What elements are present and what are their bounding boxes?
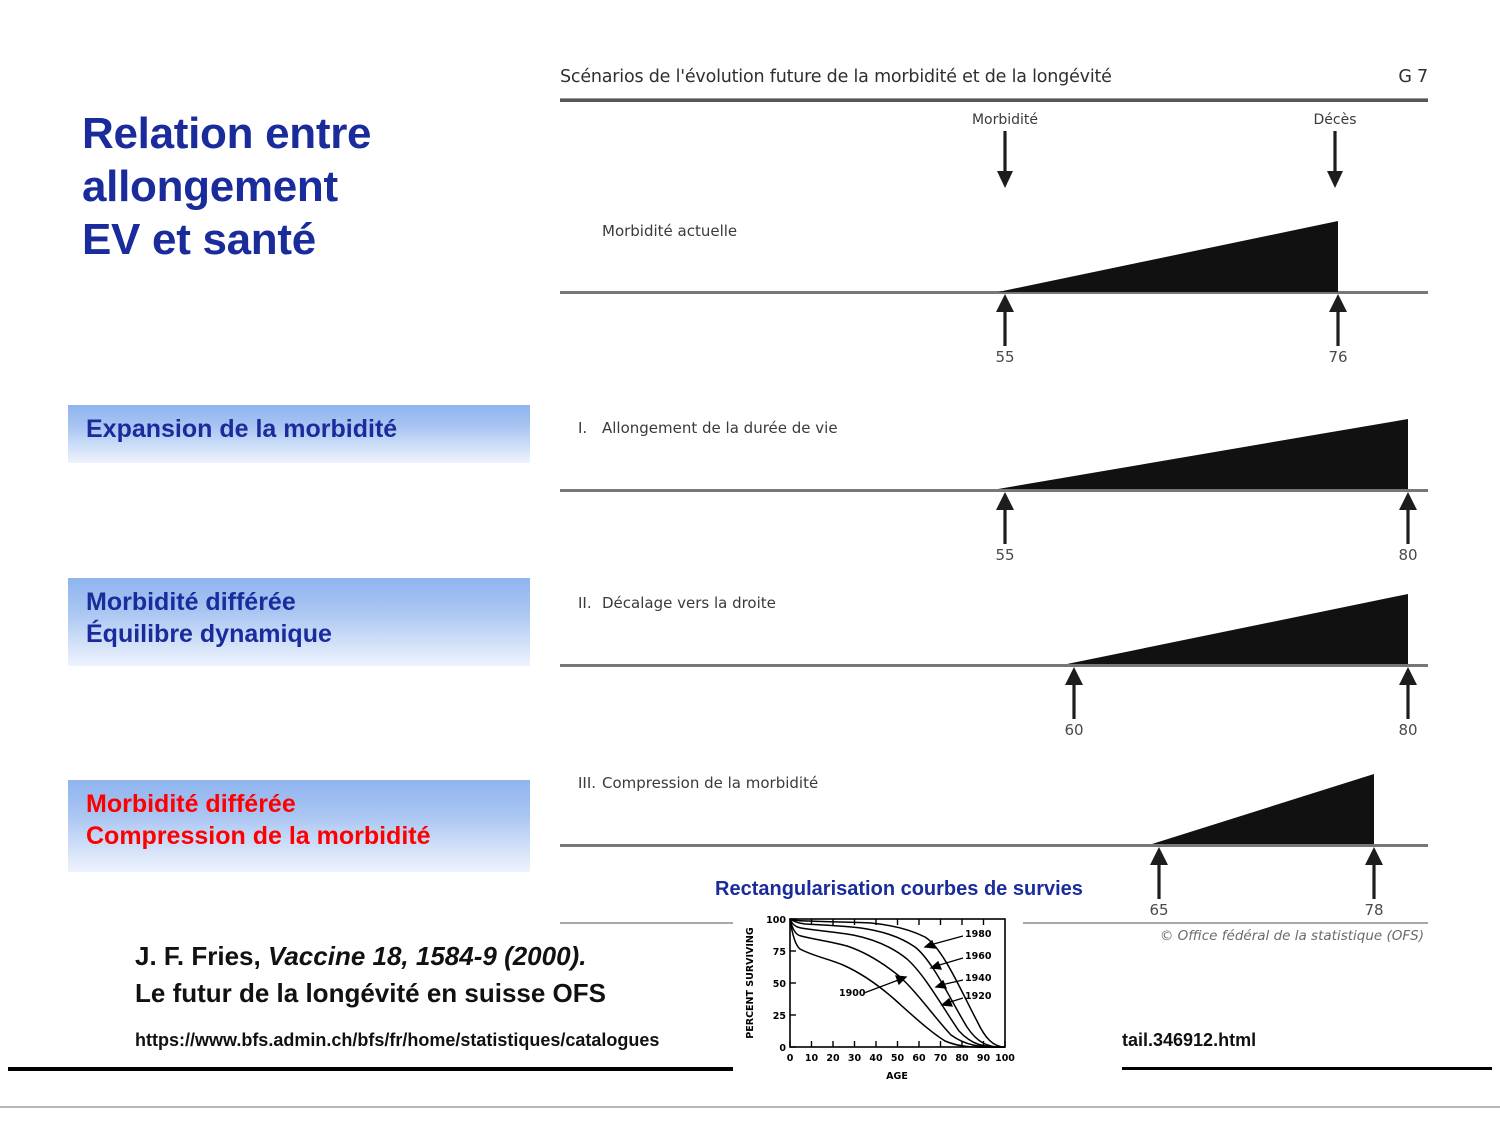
svg-text:80: 80 xyxy=(955,1053,969,1064)
arrow-down-icon xyxy=(935,131,1075,189)
inset-chart-title: Rectangularisation courbes de survies xyxy=(715,878,1083,900)
callout-label-line-1: Morbidité différée xyxy=(86,790,296,818)
figure-credit: © Office fédéral de la statistique (OFS) xyxy=(1159,928,1424,944)
panel-label-text: Décalage vers la droite xyxy=(602,594,776,612)
arrow-up-icon xyxy=(1373,492,1443,544)
svg-text:50: 50 xyxy=(772,979,786,990)
footer-rule-right xyxy=(1122,1067,1492,1070)
callout-label: Expansion de la morbidité xyxy=(86,415,398,443)
svg-text:10: 10 xyxy=(804,1053,819,1064)
svg-text:20: 20 xyxy=(826,1053,840,1064)
death-age-value: 80 xyxy=(1398,721,1418,739)
panel-label xyxy=(578,774,818,792)
arrow-up-icon xyxy=(1339,847,1409,899)
page-title-line-3: EV et santé xyxy=(82,214,316,264)
callout-label-line-2: Compression de la morbidité xyxy=(86,821,431,850)
svg-text:0: 0 xyxy=(779,1043,786,1054)
svg-text:100: 100 xyxy=(995,1053,1015,1064)
svg-text:50: 50 xyxy=(890,1053,905,1064)
svg-text:0: 0 xyxy=(786,1053,794,1064)
arrow-down-icon xyxy=(1265,131,1405,189)
onset-age-value: 60 xyxy=(1064,721,1084,739)
top-marker-label: Décès xyxy=(1313,112,1357,128)
svg-text:30: 30 xyxy=(847,1053,862,1064)
death-age-marker xyxy=(1339,847,1409,919)
svg-text:90: 90 xyxy=(976,1053,991,1064)
svg-text:40: 40 xyxy=(869,1053,883,1064)
onset-age-marker xyxy=(970,492,1040,564)
death-age-marker xyxy=(1373,667,1443,739)
onset-age-marker xyxy=(970,294,1040,366)
arrow-up-icon xyxy=(970,492,1040,544)
panel-label-text: Allongement de la durée de vie xyxy=(602,419,838,437)
morbidity-wedge xyxy=(1067,594,1408,664)
x-axis-label: AGE xyxy=(886,1071,908,1082)
panel-label-text: Compression de la morbidité xyxy=(602,774,819,792)
citation-secondary: Le futur de la longévité en suisse OFS xyxy=(135,977,606,1008)
onset-age-marker xyxy=(1039,667,1109,739)
death-age-marker xyxy=(1303,294,1373,366)
svg-text:70: 70 xyxy=(933,1053,948,1064)
curve-label-1940: 1940 xyxy=(965,973,992,984)
source-url-tail[interactable]: tail.346912.html xyxy=(1122,1030,1257,1050)
morbidity-wedge xyxy=(998,221,1338,292)
svg-text:75: 75 xyxy=(772,947,786,958)
figure-header xyxy=(560,67,1428,87)
svg-text:60: 60 xyxy=(912,1053,926,1064)
panel-label xyxy=(578,594,776,612)
survival-curves-chart xyxy=(733,903,1023,1090)
source-url-head[interactable]: https://www.bfs.admin.ch/bfs/fr/home/statistiques/catalogues xyxy=(135,1030,660,1050)
svg-text:25: 25 xyxy=(772,1011,786,1022)
onset-age-marker xyxy=(1124,847,1194,919)
top-marker-morbidite xyxy=(935,112,1075,189)
panel-number: II. xyxy=(578,594,592,612)
onset-age-value: 55 xyxy=(995,348,1015,366)
page-title xyxy=(82,108,502,266)
panel-number: III. xyxy=(578,774,597,792)
callout-morbidite-differee-equilibre xyxy=(68,578,530,666)
svg-text:100: 100 xyxy=(766,915,786,926)
arrow-up-icon xyxy=(1303,294,1373,346)
figure-number: G 7 xyxy=(1398,67,1428,87)
curve-label-1980: 1980 xyxy=(965,929,992,940)
onset-age-value: 55 xyxy=(995,546,1015,564)
figure-header-rule xyxy=(560,98,1428,102)
citation-journal: Vaccine 18, 1584-9 (2000). xyxy=(267,941,587,971)
arrow-up-icon xyxy=(970,294,1040,346)
callout-label-line-1: Morbidité différée xyxy=(86,588,296,616)
footer-rule-left xyxy=(8,1067,741,1071)
figure-scenarios-morbidite xyxy=(552,60,1432,960)
arrow-up-icon xyxy=(1373,667,1443,719)
death-age-marker xyxy=(1373,492,1443,564)
callout-label-line-2: Équilibre dynamique xyxy=(86,619,332,648)
curve-label-1920: 1920 xyxy=(965,991,992,1002)
callout-expansion-de-la-morbidite xyxy=(68,405,530,463)
slide-bottom-border xyxy=(0,1106,1500,1108)
death-age-value: 78 xyxy=(1364,901,1384,919)
panel-baseline xyxy=(560,664,1428,667)
onset-age-value: 65 xyxy=(1149,901,1169,919)
panel-label xyxy=(578,419,838,437)
death-age-value: 76 xyxy=(1328,348,1348,366)
top-marker-deces xyxy=(1265,112,1405,189)
y-axis-label: PERCENT SURVIVING xyxy=(745,927,756,1039)
citation-author: J. F. Fries, xyxy=(135,941,261,971)
arrow-up-icon xyxy=(1124,847,1194,899)
top-marker-label: Morbidité xyxy=(971,112,1039,128)
panel-label-text: Morbidité actuelle xyxy=(602,222,738,240)
death-age-value: 80 xyxy=(1398,546,1418,564)
morbidity-wedge xyxy=(998,419,1408,489)
curve-label-1900: 1900 xyxy=(839,988,866,999)
panel-label xyxy=(578,222,737,240)
arrow-up-icon xyxy=(1039,667,1109,719)
morbidity-wedge xyxy=(1152,774,1374,844)
callout-morbidite-differee-compression xyxy=(68,780,530,872)
page-title-line-1: Relation entre xyxy=(82,109,372,158)
page-title-line-2: allongement xyxy=(82,161,338,211)
figure-header-title: Scénarios de l'évolution future de la morbidité et de la longévité xyxy=(560,67,1112,87)
panel-baseline xyxy=(560,844,1428,847)
curve-label-1960: 1960 xyxy=(965,951,992,962)
panel-number: I. xyxy=(578,419,588,437)
